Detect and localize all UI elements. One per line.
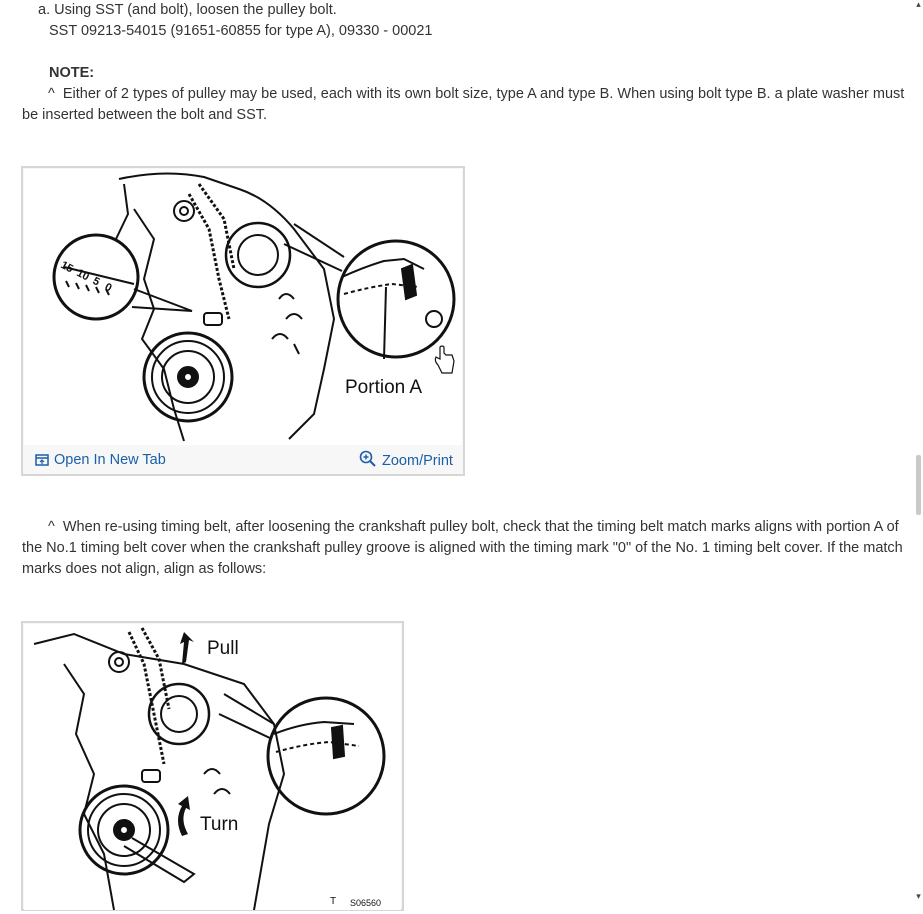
turn-arrow-icon	[178, 796, 190, 836]
zoom-print-link[interactable]	[359, 448, 453, 469]
portion-a-label: Portion A	[345, 377, 423, 398]
scale-label-0: 0	[102, 281, 114, 295]
scale-label-5: 5	[90, 275, 102, 289]
note-text: Either of 2 types of pulley may be used, each with its own bolt size, type A and type B. When using bolt type B. a plate washer must be inserted between the bolt and SST.	[22, 86, 905, 123]
scroll-down-arrow-icon[interactable]: ▾	[916, 891, 921, 901]
figure-timing-marks	[21, 166, 465, 476]
pull-arrow-icon	[180, 632, 194, 664]
open-in-new-tab-link[interactable]	[35, 452, 166, 468]
note-bullet: ^	[48, 86, 55, 102]
open-in-new-tab-label: Open In New Tab	[54, 452, 166, 468]
figure-align-marks	[21, 621, 404, 911]
step-a-tools: SST 09213-54015 (91651-60855 for type A), 09330 - 00021	[49, 23, 433, 39]
note-paragraph	[22, 84, 907, 126]
scrollbar-thumb[interactable]	[916, 455, 921, 515]
zoom-in-icon	[359, 450, 377, 468]
figure-code-prefix: T	[330, 896, 337, 907]
vertical-scrollbar[interactable]	[914, 0, 923, 902]
pull-label: Pull	[207, 638, 239, 659]
engine-drawing	[24, 169, 462, 445]
turn-label: Turn	[200, 814, 239, 835]
hand-cursor-icon	[435, 346, 454, 373]
match-marks-paragraph	[22, 517, 907, 580]
para2-text: When re-using timing belt, after loosening the crankshaft pulley bolt, check that the timing belt match marks aligns with portion A of the No.1 timing belt cover when the crankshaft pulley groove is aligned with the timing mark "0" of the No. 1 timing belt cover. If the match marks does not align, align as follows:	[22, 519, 903, 577]
engine-align-drawing	[24, 624, 401, 910]
new-tab-icon	[35, 453, 49, 467]
note-heading: NOTE:	[49, 65, 95, 81]
scale-label-15: 15	[58, 259, 76, 276]
scale-label-10: 10	[74, 267, 92, 284]
step-a-text: a. Using SST (and bolt), loosen the pulley bolt.	[38, 2, 337, 18]
scroll-up-arrow-icon[interactable]: ▴	[916, 0, 921, 9]
timing-marks-illustration	[24, 169, 462, 445]
para2-bullet: ^	[48, 519, 55, 535]
align-marks-illustration	[24, 624, 401, 910]
figure-code: S06560	[350, 898, 382, 908]
zoom-print-label: Zoom/Print	[382, 453, 453, 469]
